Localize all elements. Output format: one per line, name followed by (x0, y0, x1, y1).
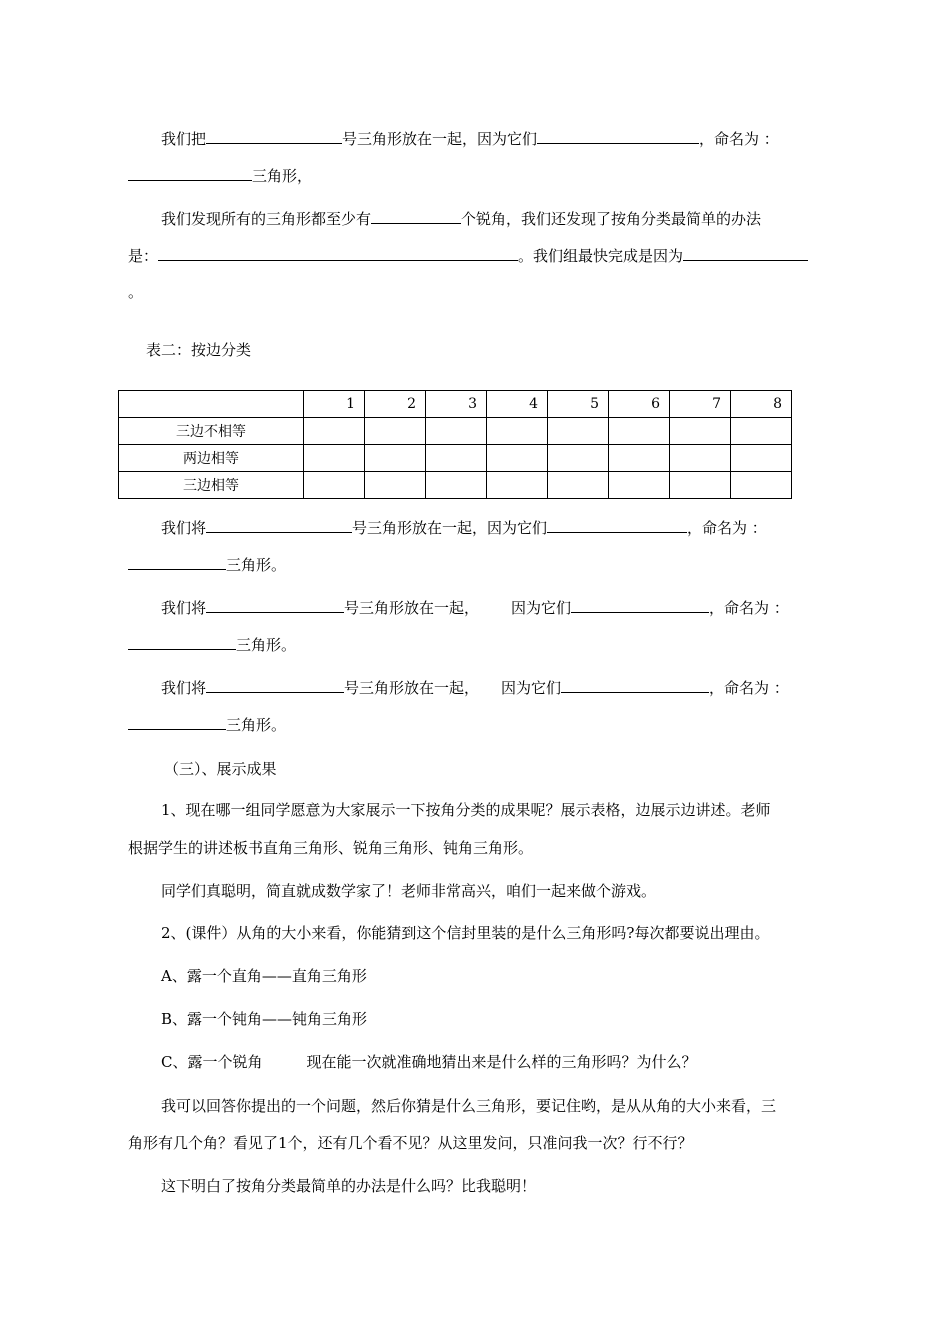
p2-line1 (161, 208, 761, 229)
text: 个锐角，我们还发现了按角分类最简单的办法 (461, 210, 762, 228)
table-cell[interactable] (670, 472, 731, 499)
final-line: 这下明白了按角分类最简单的办法是什么吗？比我聪明！ (161, 1177, 537, 1195)
p2-line2 (128, 245, 808, 266)
text: 因为它们 (511, 599, 572, 617)
table-cell[interactable] (670, 418, 731, 445)
column-header: 1 (304, 391, 365, 418)
text: 三角形， (252, 167, 313, 185)
side-classification-table (118, 390, 792, 499)
s3-line1 (161, 677, 789, 698)
column-header: 8 (731, 391, 792, 418)
section3-heading: （三）、展示成果 (164, 760, 277, 778)
s1-line2 (128, 554, 286, 575)
option-c (161, 1052, 697, 1072)
text: 号三角形放在一起， (344, 679, 480, 697)
table-cell[interactable] (365, 472, 426, 499)
row-label: 三边不相等 (119, 418, 304, 445)
fill-blank[interactable] (206, 597, 344, 613)
text: 因为它们 (501, 679, 562, 697)
table-cell[interactable] (487, 472, 548, 499)
fill-blank[interactable] (206, 517, 352, 533)
fill-blank[interactable] (206, 677, 344, 693)
table-cell[interactable] (731, 445, 792, 472)
text: 号三角形放在一起，因为它们 (352, 519, 548, 537)
column-header: 5 (548, 391, 609, 418)
text: 号三角形放在一起，因为它们 (342, 130, 538, 148)
text: 。我们组最快完成是因为 (518, 247, 684, 265)
table-cell[interactable] (487, 418, 548, 445)
option-a: A、露一个直角——直角三角形 (161, 967, 367, 985)
p2-line3 (128, 282, 143, 302)
fill-blank[interactable] (206, 128, 342, 144)
option-b: B、露一个钝角——钝角三角形 (161, 1010, 368, 1028)
p1-line1 (161, 128, 779, 149)
text: ，命名为 ： (709, 679, 789, 697)
fill-blank[interactable] (683, 245, 808, 261)
fill-blank[interactable] (561, 677, 709, 693)
q2-line: 2、(课件）从角的大小来看，你能猜到这个信封里装的是什么三角形吗?每次都要说出理由。 (161, 924, 770, 942)
table-cell[interactable] (670, 445, 731, 472)
row-label: 两边相等 (119, 445, 304, 472)
p1-line2 (128, 165, 312, 186)
table-cell[interactable] (548, 472, 609, 499)
text: 我们把 (161, 130, 207, 148)
row-label: 三边相等 (119, 472, 304, 499)
s2-line2 (128, 634, 296, 655)
table-cell[interactable] (426, 418, 487, 445)
fill-blank[interactable] (128, 714, 226, 730)
table-cell[interactable] (365, 445, 426, 472)
table-cell[interactable] (426, 472, 487, 499)
fill-blank[interactable] (158, 245, 518, 261)
text: 。 (128, 283, 144, 301)
table-cell[interactable] (365, 418, 426, 445)
s3-line2 (128, 714, 286, 735)
fill-blank[interactable] (371, 208, 461, 224)
q1-line1: 1、现在哪一组同学愿意为大家展示一下按角分类的成果呢？展示表格，边展示边讲述。老师 (161, 801, 771, 819)
q1-line2: 根据学生的讲述板书直角三角形、锐角三角形、钝角三角形。 (128, 839, 534, 857)
table-cell[interactable] (487, 445, 548, 472)
fill-blank[interactable] (128, 165, 252, 181)
table-cell[interactable] (304, 418, 365, 445)
table-cell[interactable] (426, 445, 487, 472)
table-row (119, 445, 792, 472)
table-cell[interactable] (548, 445, 609, 472)
fill-blank[interactable] (547, 517, 687, 533)
table-cell[interactable] (548, 418, 609, 445)
fill-blank[interactable] (128, 634, 236, 650)
text: 三角形。 (236, 636, 297, 654)
table-row (119, 418, 792, 445)
s1-line1 (161, 517, 767, 538)
column-header: 3 (426, 391, 487, 418)
table2-title: 表二：按边分类 (146, 341, 252, 359)
table-cell[interactable] (609, 472, 670, 499)
answer-line2: 角形有几个角？看见了1个，还有几个看不见？从这里发问，只准问我一次？行不行？ (128, 1134, 693, 1152)
table-cell[interactable] (609, 418, 670, 445)
table-cell[interactable] (304, 472, 365, 499)
text: ，命名为 ： (709, 599, 789, 617)
text: ，命名为 ： (699, 130, 779, 148)
s2-line1 (161, 597, 789, 618)
fill-blank[interactable] (537, 128, 699, 144)
text: 三角形。 (226, 716, 287, 734)
table-cell[interactable] (304, 445, 365, 472)
answer-line1: 我可以回答你提出的一个问题，然后你猜是什么三角形，要记住哟，是从从角的大小来看，三 (161, 1097, 777, 1115)
text: 号三角形放在一起， (344, 599, 480, 617)
text: 是： (128, 247, 159, 265)
table-header-row (119, 391, 792, 418)
text: C、露一个锐角 (161, 1053, 263, 1071)
text: ，命名为 ： (687, 519, 767, 537)
table-corner-cell (119, 391, 304, 418)
text: 我们将 (161, 679, 207, 697)
praise-line: 同学们真聪明，简直就成数学家了！老师非常高兴，咱们一起来做个游戏。 (161, 882, 657, 900)
text: 我们将 (161, 599, 207, 617)
table-row (119, 472, 792, 499)
text: 三角形。 (226, 556, 287, 574)
table-cell[interactable] (731, 472, 792, 499)
column-header: 4 (487, 391, 548, 418)
column-header: 6 (609, 391, 670, 418)
fill-blank[interactable] (571, 597, 709, 613)
fill-blank[interactable] (128, 554, 226, 570)
column-header: 2 (365, 391, 426, 418)
text: 我们发现所有的三角形都至少有 (161, 210, 372, 228)
table-cell[interactable] (609, 445, 670, 472)
text: 我们将 (161, 519, 207, 537)
column-header: 7 (670, 391, 731, 418)
text: 现在能一次就准确地猜出来是什么样的三角形吗？为什么？ (306, 1053, 697, 1071)
table-cell[interactable] (731, 418, 792, 445)
